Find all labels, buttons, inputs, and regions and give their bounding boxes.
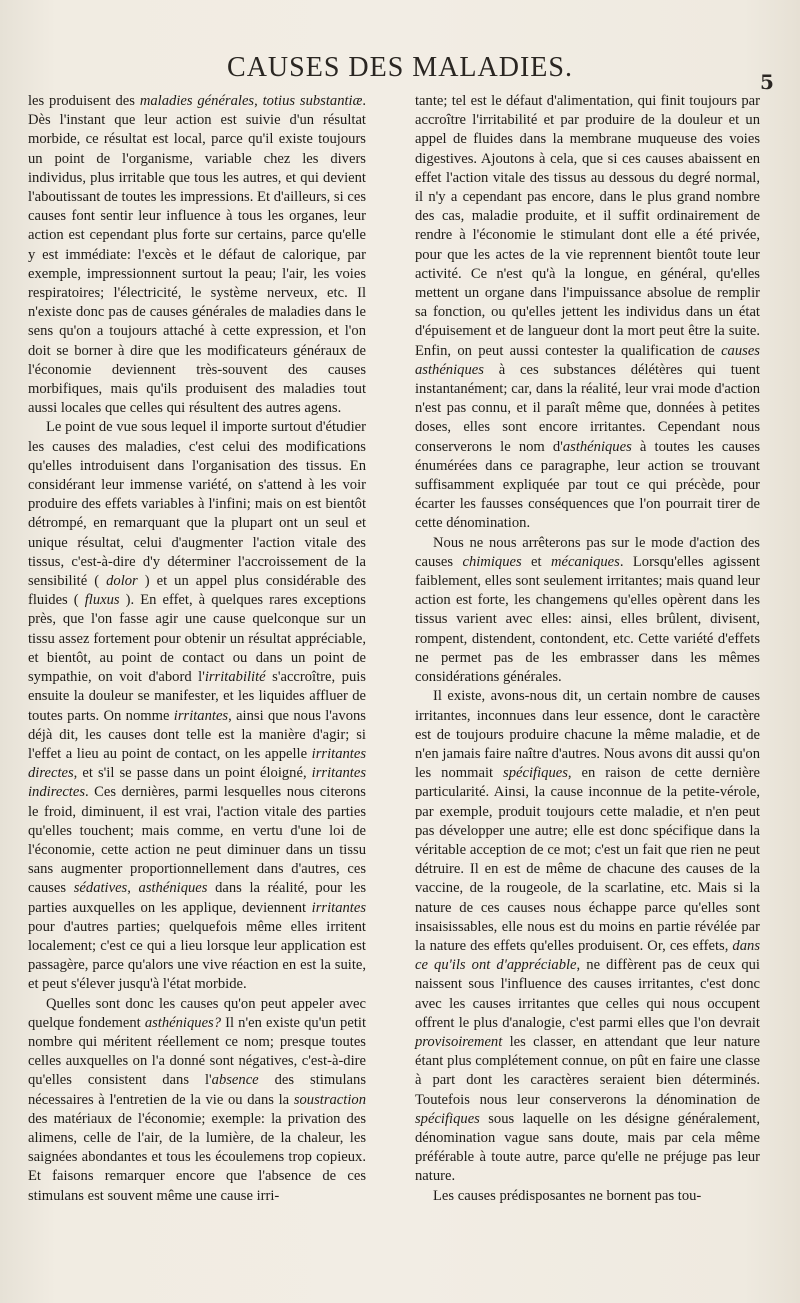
text-run: des matériaux de l'économie; exemple: la privation des alimens, celle de l'air, de la lumière, de la chaleur, les saignées abondantes et tous les écoulemens trop copieux. Et faisons remarquer encore que l'absence de ces stimulans est souvent même une cause irri-	[28, 1110, 366, 1204]
italic-term: totius substantiæ	[262, 93, 363, 109]
text-run: Les causes prédisposantes ne bornent pas tou-	[433, 1187, 702, 1204]
text-run: . Lorsqu'elles agissent faiblement, elles sont seulement irritantes; mais quand leur action est forte, les changemens qu'elles opèrent dans les tissus varient avec elles: ainsi, elles brûlent, divisent, rompent, distendent, contondent, etc. Cette variété d'effets ne permet pas de les embrasser dans les mêmes considérations générales.	[415, 553, 760, 686]
text-run: ) et un appel plus considérable des fluides (	[28, 573, 366, 609]
italic-term: irritantes directes	[28, 745, 366, 782]
italic-term: absence	[211, 1072, 259, 1089]
text-run: , ainsi que nous l'avons déjà dit, les causes dont telle est la manière d'agir; si l'effet a lieu au point de contact, on les appelle	[28, 707, 366, 762]
text-run: ,	[254, 93, 263, 109]
text-run: à toutes les causes énumérées dans ce paragraphe, leur action se trouvant suffisamment expliquée par tout ce qui précède, pour écarter les fausses conséquences que l'on pourrait tirer de cette dénomination.	[415, 438, 760, 532]
italic-term: irritantes indirectes	[28, 765, 366, 801]
text-run: ). En effet, à quelques rares exceptions près, que l'on fasse agir une cause quelconque sur un tissu assez fortement pour obtenir un résultat appréciable, et bientôt, au point de contact ou dans un point de sympathie, on voit d'abord l'	[28, 592, 366, 686]
running-header: CAUSES DES MALADIES.	[227, 52, 573, 83]
text-run: dans la réalité, pour les parties auxquelles on les applique, deviennent	[28, 880, 366, 916]
paragraph	[28, 92, 366, 418]
paragraph	[415, 92, 760, 534]
text-run: Nous ne nous arrêterons pas sur le mode d'action des causes	[415, 534, 760, 570]
text-run: des stimulans nécessaires à l'entretien de la vie ou dans la	[28, 1072, 366, 1108]
text-run: ,	[127, 880, 139, 897]
left-column	[28, 92, 366, 1206]
text-run: les produisent des	[28, 93, 140, 109]
text-run: sous laquelle on les désigne généralement, dénomination vague sans doute, mais par cela même préférable à toute autre, parce qu'elle ne préjuge pas leur nature.	[415, 1110, 760, 1185]
italic-term: spécifiques	[415, 1110, 480, 1127]
text-run: , ne diffèrent pas de ceux qui naissent sous l'influence des causes irritantes, c'est donc avec les causes irritantes que celles qui nous occupent offrent le plus d'analogie, c'est parmi elles que l'on devrait	[415, 957, 760, 1031]
italic-term: asthéniques	[562, 438, 632, 455]
text-run: pour d'autres parties; quelquefois même elles irritent localement; c'est ce qui a lieu lorsque leur application est passagère, parce qu'alors une vive réaction en est la suite, et peut s'élever jusqu'à l'état morbide.	[28, 918, 366, 993]
text-run: les classer, en attendant que leur nature étant plus complétement connue, on pût en faire une classe à part dont les caractères seraient bien déterminés. Toutefois nous leur conserverons la dénomination de	[415, 1033, 760, 1108]
page-number: 5	[760, 70, 774, 94]
paragraph	[415, 687, 760, 1186]
italic-term: asthéniques	[138, 880, 208, 897]
paragraph	[28, 418, 366, 994]
italic-term: causes asthéniques	[415, 342, 760, 378]
text-run: à ces substances délétères qui tuent instantanément; car, dans la réalité, leur vrai mode d'action n'est pas connu, et il paraît même que, données à petites doses, elles sont encore irritantes. Cependant nous conserverons le nom d'	[415, 361, 760, 455]
italic-term: mécaniques	[550, 553, 620, 570]
text-run: Il n'en existe qu'un petit nombre qui méritent réellement ce nom; presque toutes celles auxquelles on l'a donné sont négatives, c'est-à-dire qu'elles consistent dans l'	[28, 1014, 366, 1089]
italic-term: sédatives	[73, 880, 128, 897]
text-run: , en raison de cette dernière particularité. Ainsi, la cause inconnue de la petite-vérole, par exemple, produit toujours cette maladie, et n'en peut pas développer une autre; elle est donc spécifique dans la véritable acception de ce mot; c'est un fait que rien ne peut détruire. Il en est de même de chacune des causes de la vaccine, de la rougeole, de la scarlatine, etc. Mais si la nature de ces causes nous échappe parce qu'elles sont insaisissables, elle nous est du moins en partie révélée par la nature des effets qu'elles produisent. Or, ces effets,	[415, 765, 760, 954]
text-run: Il existe, avons-nous dit, un certain nombre de causes irritantes, inconnues dans leur essence, dont le caractère est de toujours produire chacune la même maladie, et de n'en jamais faire naître d'autres. Nous avons dit aussi qu'on les nommait	[415, 688, 760, 782]
text-run: . Ces dernières, parmi lesquelles nous citerons le froid, diminuent, il est vrai, l'action vitale des parties qu'elles touchent; mais comme, en vertu d'une loi de l'économie, cette action ne peut diminuer dans un tissu sans augmenter proportionnellement dans d'autres, ces causes	[28, 784, 366, 897]
paragraph	[415, 1187, 760, 1206]
italic-term: chimiques	[462, 553, 522, 570]
text-run: et	[521, 553, 551, 570]
italic-term: fluxus	[84, 592, 120, 609]
italic-term: irritabilité	[204, 669, 266, 686]
text-run: s'accroître, puis ensuite la douleur se manifester, et les liquides affluer de toutes parts. On nomme	[28, 669, 366, 724]
right-column	[415, 92, 760, 1206]
text-run: Le point de vue sous lequel il importe surtout d'étudier les causes des maladies, c'est celui des modifications qu'elles introduisent dans l'organisation des tissus. En considérant leur immense variété, on s'attend à les voir produire des effets variables à l'infini; mais on est bientôt détrompé, en remarquant que la plupart ont un seul et unique résultat, celui d'augmenter l'action vitale des tissus, c'est-à-dire d'y déterminer l'accroissement de la sensibilité (	[28, 419, 366, 590]
paragraph	[415, 534, 760, 688]
paragraph	[28, 995, 366, 1206]
text-run: , et s'il se passe dans un point éloigné,	[73, 765, 312, 782]
italic-term: soustraction	[293, 1091, 366, 1108]
text-run: tante; tel est le défaut d'alimentation, qui finit toujours par accroître l'irritabilité et par produire de la douleur et un appel de fluides dans la membrane muqueuse des voies digestives. Ajoutons à cela, que si ces causes abaissent en effet l'action vitale des tissus au dessous du degré normal, il n'y a cependant pas encore, dans le plus grand nombre des cas, maladie produite, et il suffit ordinairement de rendre à l'économie le stimulant dont elle a été privée, pour que les actes de la vie reprennent bientôt toute leur activité. Ce n'est qu'à la longue, en général, qu'elles mettent un organe dans l'impuissance absolue de remplir sa fonction, ou qu'elles jettent les individus dans un état d'épuisement et de langueur dont la mort peut être la suite. Enfin, on peut aussi contester la qualification de	[415, 93, 760, 359]
text-run: Quelles sont donc les causes qu'on peut appeler avec quelque fondement	[28, 995, 366, 1031]
italic-term: maladies générales	[139, 93, 255, 109]
text-run: . Dès l'instant que leur action est suivie d'un résultat morbide, ce résultat est local, parce qu'il existe toujours un point de l'organisme, variable chez les divers individus, plus irritable que tous les autres, et qui devient l'aboutissant de toutes les impressions. Et d'ailleurs, si ces causes font sentir leur influence à tous les organes, leur action est cependant plus forte sur certains, parce qu'elle y est immédiate: l'excès et le défaut de calorique, par exemple, impressionnent surtout la peau; l'air, les voies respiratoires; l'électricité, le système nerveux, etc. Il n'existe donc pas de causes générales de maladies dans le sens qu'on a toujours attaché à cette expression, et l'on doit se borner à dire que les modificateurs généraux de l'économie deviennent très-souvent des causes morbifiques, mais qu'ils produisent des maladies tout aussi locales que celles qui résultent des autres agens.	[28, 93, 366, 417]
italic-term: dans ce qu'ils ont d'appréciable	[415, 937, 760, 974]
italic-term: asthéniques?	[144, 1014, 222, 1031]
italic-term: irritantes	[311, 899, 366, 916]
italic-term: provisoirement	[415, 1033, 503, 1050]
italic-term: irritantes	[173, 707, 229, 724]
italic-term: dolor	[106, 573, 138, 590]
italic-term: spécifiques	[503, 765, 568, 782]
